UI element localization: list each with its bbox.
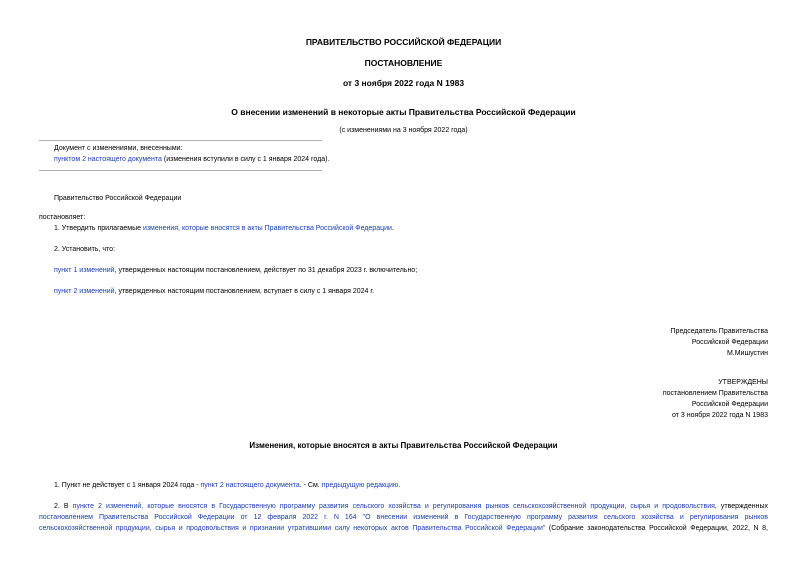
doc-date-number: от 3 ноября 2022 года N 1983 bbox=[342, 78, 465, 88]
subitem-1-link[interactable]: пункт 1 изменений bbox=[54, 267, 115, 274]
org-heading: ПРАВИТЕЛЬСТВО РОССИЙСКОЙ ФЕДЕРАЦИИ bbox=[305, 37, 502, 47]
annex-point-2-link2[interactable]: постановлением Правительства Российской Федерации от 12 февраля 2022 г. N 164 "О внесении изменений в Государственную программу развития сельского хозяйства и регулирования рынков bbox=[39, 514, 768, 521]
changes-box-line1: Документ с изменениями, внесенными: bbox=[54, 145, 183, 152]
approved-line3: Российской Федерации bbox=[691, 401, 768, 408]
annex-point-2-link3[interactable]: сельскохозяйственной продукции, сырья и продовольствия и признании утратившими силу некоторых актов Правительства Российской Федерации" bbox=[39, 525, 546, 532]
revision-note: (с изменениями на 3 ноября 2022 года) bbox=[339, 127, 468, 134]
government-label: Правительство Российской Федерации bbox=[54, 195, 182, 202]
annex-point-2-line1 bbox=[54, 503, 768, 512]
annex-point-2-line2 bbox=[39, 514, 768, 523]
item-1-post: . bbox=[391, 225, 394, 232]
annex-point-1-post: . bbox=[398, 482, 401, 489]
changes-box-top-rule bbox=[39, 140, 322, 141]
approved-line2: постановлением Правительства bbox=[662, 390, 768, 397]
doc-title: О внесении изменений в некоторые акты Правительства Российской Федерации bbox=[231, 107, 576, 117]
changes-link[interactable]: пунктом 2 настоящего документа bbox=[54, 156, 162, 163]
annex-point-2-line3 bbox=[39, 525, 768, 534]
annex-point-1-pre: 1. Пункт не действует с 1 января 2024 года - bbox=[54, 482, 201, 489]
annex-point-2-pre: 2. В bbox=[54, 503, 73, 510]
subitem-1 bbox=[54, 267, 417, 276]
annex-title: Изменения, которые вносятся в акты Правительства Российской Федерации bbox=[249, 441, 558, 450]
annex-point-1 bbox=[54, 482, 400, 491]
doc-type-heading: ПОСТАНОВЛЕНИЕ bbox=[364, 58, 443, 68]
signature-line2: Российской Федерации bbox=[691, 339, 768, 346]
changes-box-bottom-rule bbox=[39, 170, 322, 171]
subitem-2-link[interactable]: пункт 2 изменений bbox=[54, 288, 115, 295]
item-1-pre: 1. Утвердить прилагаемые bbox=[54, 225, 143, 232]
approved-line4: от 3 ноября 2022 года N 1983 bbox=[672, 412, 768, 419]
subitem-2-text: , утвержденных настоящим постановлением, вступает в силу с 1 января 2024 г. bbox=[114, 288, 375, 295]
annex-point-1-mid: . - См. bbox=[299, 482, 322, 489]
annex-point-2-post1: , утвержденных bbox=[714, 503, 768, 510]
signature-line1: Председатель Правительства bbox=[670, 328, 768, 335]
annex-point-2-post3: (Собрание законодательства Российской Федерации, 2022, N 8, bbox=[545, 525, 768, 532]
item-1 bbox=[54, 225, 394, 234]
resolves-label: постановляет: bbox=[39, 214, 86, 221]
annex-point-1-link2[interactable]: предыдущую редакцию bbox=[321, 482, 399, 489]
item-1-link[interactable]: изменения, которые вносятся в акты Правительства Российской Федерации bbox=[142, 225, 392, 232]
annex-point-1-link1[interactable]: пункт 2 настоящего документа bbox=[200, 482, 300, 489]
annex-point-2-link1[interactable]: пункте 2 изменений, которые вносятся в Государственную программу развития сельского хозяйства и регулирования рынков сельскохозяйственной продукции, сырья и продовольствия bbox=[72, 503, 715, 510]
subitem-2 bbox=[54, 288, 374, 297]
subitem-1-text: , утвержденных настоящим постановлением, действует по 31 декабря 2023 г. включительно; bbox=[114, 267, 418, 274]
changes-tail: (изменения вступили в силу с 1 января 2024 года). bbox=[161, 156, 330, 163]
changes-box-line2 bbox=[54, 156, 329, 165]
approved-line1: УТВЕРЖДЕНЫ bbox=[718, 379, 768, 386]
item-2: 2. Установить, что: bbox=[54, 246, 116, 253]
signature-name: М.Мишустин bbox=[726, 350, 768, 357]
